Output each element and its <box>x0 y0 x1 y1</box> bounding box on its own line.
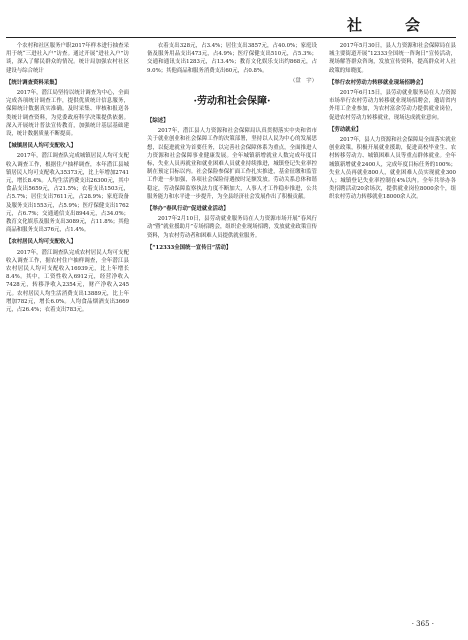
column-2 <box>147 42 317 254</box>
paragraph: 2017年2月10日，县劳动就业服务局在人力资源市场开展“春风行动”暨“就业援助月”专场招聘会，组织企业现场招聘，发放就业政策宣传资料，为农村劳动者和困难人员提供就业服务。 <box>147 216 317 239</box>
paragraph: 2017年，潜江局坚持以统计调查为中心，全面完成各项统计调查工作，提供优质统计信息服务，保障统计数据真实准确。及时采集、审核和报送各类统计调查资料，为党委政府科学决策提供依据。深入开展统计普法宣传教育，加强统计基层基础建设，统计数据质量不断提高。 <box>6 90 129 138</box>
section-heading: 【统计调查资料采集】 <box>6 79 60 86</box>
header-rule <box>6 37 456 38</box>
section-heading: 【举行农村劳动力转移就业现场招聘会】 <box>329 79 427 86</box>
section-heading: 【举办“春风行动”促进就业活动】 <box>147 206 229 213</box>
section-heading: 【城镇居民人均可支配收入】 <box>6 143 77 150</box>
page-number: · 365 · <box>411 620 434 628</box>
paragraph: 2017年，潜江调查队完成城镇居民人均可支配收入调查工作，根据住户抽样调查，本年潜江县城镇居民人均可支配收入35373元，比上年增加2741元，增长8.4%。人均生活消费支出26300元，其中食品支出5659元，占21.5%；衣着支出1503元，占5.7%；居住支出7611元，占28.9%；家庭设备及服务支出1553元，占5.9%；医疗保健支出1762元，占6.7%；交通通信支出8944元，占34.0%；教育文化娱乐及服务支出3089元，占11.8%；其他商品和服务支出376元，占1.4%。 <box>6 153 129 234</box>
paragraph: 个农村和社区服务户职2017年样本进行抽查采用于统“三进社入户”访查。通过开展“进社入户”访谈，深入了解民群众的情况。统计局加强农村社区建设与综合统计 <box>6 43 129 74</box>
section-heading: 【综述】 <box>147 118 169 125</box>
paragraph: 2017年，潜江县人力资源和社会保障局认真贯彻落实中央和省市关于就业创业和社会保障工作的决策部署，坚持以人民为中心的发展思想，以促进就业为首要任务，以完善社会保障体系为重点，全面推进人力资源和社会保障事业健康发展。全年城镇新增就业人数完成年度目标，失业人员再就业和就业困难人员就业持续推进，城镇登记失业率控制在预定目标以内。社会保险参保扩面工作扎实推进，基金征缴和监管工作进一步加强，各项社会保险待遇按时足额发放。劳动关系总体和谐稳定，劳动保障监察执法力度不断加大，人事人才工作稳步推进，公共服务能力和水平进一步提升，为全县经济社会发展作出了积极贡献。 <box>147 128 317 200</box>
column-3 <box>329 42 456 204</box>
section-heading: 【农村居民人均可支配收入】 <box>6 239 77 246</box>
paragraph: 2017年5月30日，县人力资源和社会保障局在县城主要街道开展“12333全国统一咨询日”宣传活动，现场解答群众咨询，发放宣传资料，提高群众对人社政策的知晓度。 <box>329 43 456 74</box>
paragraph: 衣着支出328元，占3.4%；居住支出3857元，占40.0%；家庭设备及服务用品支出473元，占4.9%；医疗保健支出510元，占5.3%；交通和通讯支出1283元，占13.4%；教育文化娱乐支出约868元，占9.0%；其他商品和服务消费支出60元，占0.8%。 <box>147 43 317 74</box>
paragraph: （盘 宇） <box>290 77 317 84</box>
section-heading: 【劳动就业】 <box>329 126 362 133</box>
column-1 <box>6 42 129 316</box>
section-heading: 【“12333全国统一宣传日”活动】 <box>147 244 232 251</box>
chapter-title: ·劳动和社会保障· <box>193 96 271 108</box>
paragraph: 2017年，潜江调查队完成农村居民人均可支配收入调查工作，据农村住户抽样调查，全年潜江县农村居民人均可支配收入16939元，比上年增长8.4%。其中，工资性收入6912元，经营净收入7428元，转移净收入2354元，财产净收入245元。农村居民人均生活消费支出13889元，比上年增加782元，增长6.0%。人均食品烟酒支出3669元，占26.4%；衣着支出783元。 <box>6 249 129 314</box>
paragraph: 2017年6月15日，县劳动就业服务局在人力资源市场举行农村劳动力转移就业现场招聘会，邀请省内外用工企业参加，为农村富余劳动力提供就业岗位，促进农村劳动力转移就业，现场达成就业意向。 <box>329 90 456 121</box>
paragraph: 2017年，县人力资源和社会保障局全面落实就业创业政策，积极开展就业援助，促进高校毕业生、农村转移劳动力、城镇困难人员等重点群体就业。全年城镇新增就业2400人，完成年度目标任务的100%；失业人员再就业800人，就业困难人员实现就业300人；城镇登记失业率控制在4%以内。全年共举办各类招聘活动20余场次，提供就业岗位8000余个，组织农村劳动力转移就业18000余人次。 <box>329 137 456 201</box>
section-header: 社 会 <box>346 16 434 34</box>
